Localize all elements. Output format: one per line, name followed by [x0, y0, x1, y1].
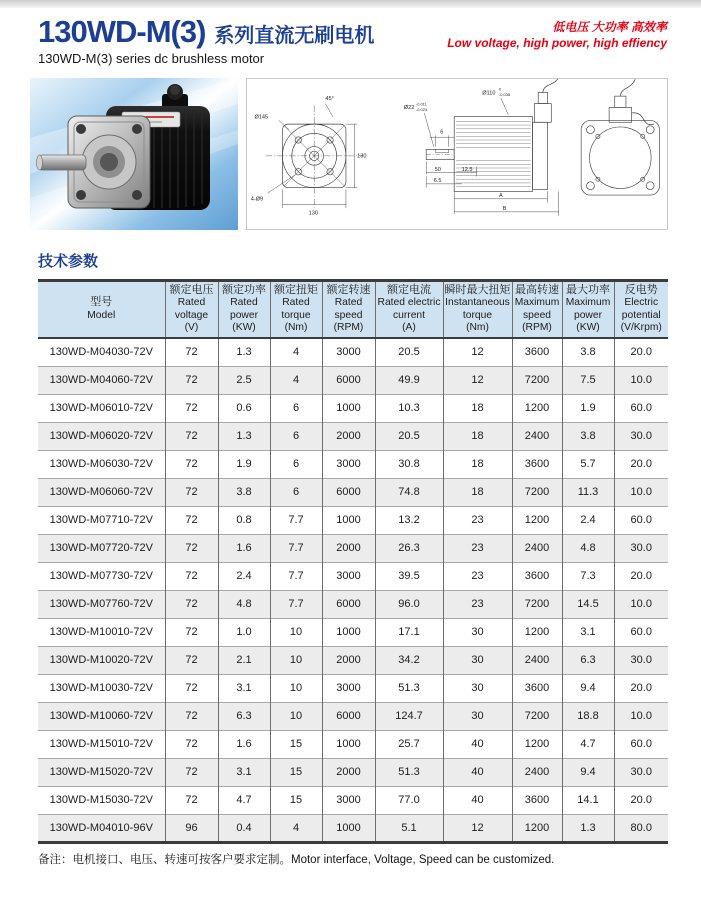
header: [0, 8, 701, 66]
dimension-drawing-svg: [247, 79, 667, 229]
value-cell: 5.7: [562, 450, 614, 478]
motor-photo: [30, 78, 238, 230]
value-cell: 18: [443, 422, 512, 450]
table-row: [38, 562, 668, 590]
value-cell: 3000: [322, 674, 375, 702]
value-cell: 2400: [512, 758, 562, 786]
value-cell: 1.3: [562, 814, 614, 842]
model-cell: 130WD-M04030-72V: [49, 346, 153, 359]
dim-front-holes: 4-Ø9: [250, 196, 264, 203]
value-cell: 30.8: [375, 450, 443, 478]
table-row: [38, 506, 668, 534]
value-cell: 4.8: [218, 590, 270, 618]
dim-spigot-diameter: Ø110: [482, 89, 496, 96]
value-cell: 4.7: [562, 730, 614, 758]
table-row: [38, 646, 668, 674]
value-cell: 3.1: [562, 618, 614, 646]
value-cell: 49.9: [375, 366, 443, 394]
dim-front-angle: 45°: [325, 95, 334, 102]
value-cell: 7200: [512, 590, 562, 618]
value-cell: 23: [443, 562, 512, 590]
value-cell: 6000: [322, 478, 375, 506]
value-cell: 4.7: [218, 786, 270, 814]
header-row: [38, 280, 668, 338]
value-cell: 40: [443, 786, 512, 814]
model-cell: 130WD-M07720-72V: [38, 534, 165, 562]
value-cell: 1200: [512, 618, 562, 646]
column-header: 额定转速 Rated speed (RPM): [322, 280, 375, 338]
dim-spigot-tol-upper: 0: [499, 86, 502, 92]
model-cell: 130WD-M04060-72V: [38, 366, 165, 394]
value-cell: 20.0: [614, 450, 668, 478]
dim-shaft-tol-upper: -0.011: [415, 101, 427, 107]
value-cell: 40: [443, 758, 512, 786]
dim-length-b: B: [502, 205, 507, 212]
page-title-cn: 系列直流无刷电机: [214, 25, 375, 47]
value-cell: 77.0: [375, 786, 443, 814]
value-cell: 7200: [512, 366, 562, 394]
value-cell: 72: [165, 758, 218, 786]
value-cell: 13.2: [375, 506, 443, 534]
value-cell: 1000: [322, 730, 375, 758]
dim-shaft-length: 50: [434, 166, 441, 173]
value-cell: 72: [165, 422, 218, 450]
table-row: [38, 422, 668, 450]
value-cell: 72: [165, 730, 218, 758]
column-header: 最高转速 Maximum speed (RPM): [512, 280, 562, 338]
value-cell: 23: [443, 590, 512, 618]
value-cell: 72: [165, 506, 218, 534]
value-cell: 2400: [512, 534, 562, 562]
value-cell: 1200: [512, 730, 562, 758]
value-cell: 10.0: [614, 702, 668, 730]
value-cell: 26.3: [375, 534, 443, 562]
value-cell: 2.5: [218, 366, 270, 394]
value-cell: 6.3: [218, 702, 270, 730]
title-line: [38, 16, 374, 49]
value-cell: 3000: [322, 338, 375, 366]
value-cell: 7.7: [270, 590, 322, 618]
value-cell: 72: [165, 702, 218, 730]
value-cell: 30.0: [614, 758, 668, 786]
value-cell: 6000: [322, 702, 375, 730]
value-cell: 7.7: [270, 534, 322, 562]
page-top-edge: [0, 0, 701, 8]
value-cell: 1.0: [218, 618, 270, 646]
value-cell: 72: [165, 534, 218, 562]
table-row: [38, 534, 668, 562]
value-cell: 1.3: [218, 338, 270, 366]
value-cell: 1.9: [562, 394, 614, 422]
value-cell: 30: [443, 702, 512, 730]
value-cell: 72: [165, 646, 218, 674]
value-cell: 60.0: [614, 730, 668, 758]
value-cell: 20.5: [375, 338, 443, 366]
model-cell: 130WD-M10060-72V: [38, 702, 165, 730]
column-header: 额定功率 Rated power (KW): [218, 280, 270, 338]
model-cell: 130WD-M06020-72V: [38, 422, 165, 450]
value-cell: 2.1: [218, 646, 270, 674]
value-cell: 30.0: [614, 646, 668, 674]
value-cell: 20.5: [375, 422, 443, 450]
value-cell: 1.6: [218, 534, 270, 562]
value-cell: 1000: [322, 814, 375, 842]
value-cell: 1.6: [218, 730, 270, 758]
value-cell: 1.9: [218, 450, 270, 478]
column-header: 瞬时最大扭矩 Instantaneous torque (Nm): [443, 280, 512, 338]
dim-shaft-tol-lower: -0.023: [415, 106, 428, 112]
value-cell: 60.0: [614, 506, 668, 534]
value-cell: 10.0: [614, 590, 668, 618]
value-cell: 40: [443, 730, 512, 758]
model-cell: 130WD-M07760-72V: [38, 590, 165, 618]
value-cell: 4: [270, 366, 322, 394]
dim-spigot-tol-lower: -0.035: [499, 91, 511, 97]
model-cell: 130WD-M15020-72V: [38, 758, 165, 786]
value-cell: 72: [165, 394, 218, 422]
value-cell: 10.0: [614, 366, 668, 394]
value-cell: 10.0: [614, 478, 668, 506]
tagline: [447, 16, 667, 51]
value-cell: 4: [270, 338, 322, 366]
value-cell: 15: [270, 786, 322, 814]
table-row: [38, 814, 668, 842]
value-cell: 0.4: [218, 814, 270, 842]
value-cell: 30: [443, 674, 512, 702]
value-cell: 3600: [512, 338, 562, 366]
media-row: [30, 78, 668, 230]
value-cell: 20.0: [614, 338, 668, 366]
table-row: [38, 394, 668, 422]
value-cell: 72: [165, 366, 218, 394]
spec-table: [38, 279, 668, 844]
table-row: [38, 338, 668, 366]
column-header: 最大功率 Maximum power (KW): [562, 280, 614, 338]
value-cell: 72: [165, 338, 218, 366]
column-header: 额定电压 Rated voltage (V): [165, 280, 218, 338]
value-cell: 15: [270, 758, 322, 786]
value-cell: 1200: [512, 394, 562, 422]
value-cell: 17.1: [375, 618, 443, 646]
column-header: 额定电流 Rated electric current (A): [375, 280, 443, 338]
value-cell: 0.8: [218, 506, 270, 534]
value-cell: 3600: [512, 674, 562, 702]
value-cell: 12: [443, 338, 512, 366]
value-cell: 18: [443, 394, 512, 422]
value-cell: 7.5: [562, 366, 614, 394]
model-cell: 130WD-M15030-72V: [38, 786, 165, 814]
value-cell: 3000: [322, 562, 375, 590]
value-cell: 6.3: [562, 646, 614, 674]
model-cell: 130WD-M10010-72V: [38, 618, 165, 646]
value-cell: 2000: [322, 758, 375, 786]
value-cell: 72: [165, 618, 218, 646]
value-cell: 72: [165, 674, 218, 702]
dim-front-width: 130: [308, 210, 318, 217]
value-cell: 1200: [512, 506, 562, 534]
value-cell: 11.3: [562, 478, 614, 506]
value-cell: 2400: [512, 422, 562, 450]
value-cell: 1000: [322, 506, 375, 534]
value-cell: 3000: [322, 450, 375, 478]
value-cell: 20.0: [614, 786, 668, 814]
dim-front-diameter: Ø145: [254, 114, 269, 121]
value-cell: 1000: [322, 618, 375, 646]
value-cell: 6: [270, 478, 322, 506]
value-cell: 124.7: [375, 702, 443, 730]
value-cell: 7200: [512, 702, 562, 730]
dim-front-height: 130: [357, 153, 367, 160]
page-title-model: 130WD-M(3): [38, 14, 206, 49]
value-cell: 18.8: [562, 702, 614, 730]
value-cell: 25.7: [375, 730, 443, 758]
column-header: 型号 Model: [38, 280, 165, 338]
table-row: [38, 758, 668, 786]
tagline-cn: 低电压 大功率 高效率: [552, 20, 667, 34]
value-cell: 30.0: [614, 422, 668, 450]
column-header: 反电势 Electric potential (V/Krpm): [614, 280, 668, 338]
value-cell: 3600: [512, 786, 562, 814]
value-cell: 80.0: [614, 814, 668, 842]
tagline-en: Low voltage, high power, high effiency: [447, 36, 667, 51]
value-cell: 9.4: [562, 674, 614, 702]
value-cell: 60.0: [614, 394, 668, 422]
value-cell: 72: [165, 786, 218, 814]
value-cell: 60.0: [614, 618, 668, 646]
value-cell: 12: [443, 814, 512, 842]
model-cell: 130WD-M07730-72V: [38, 562, 165, 590]
model-cell: 130WD-M06030-72V: [38, 450, 165, 478]
value-cell: 6: [270, 422, 322, 450]
model-cell: 130WD-M06060-72V: [38, 478, 165, 506]
value-cell: 72: [165, 590, 218, 618]
value-cell: 74.8: [375, 478, 443, 506]
front-view: [251, 95, 367, 216]
dim-key-width: 6: [440, 129, 444, 136]
dimension-drawing: [246, 78, 668, 230]
table-row: [38, 478, 668, 506]
value-cell: 6000: [322, 366, 375, 394]
dim-length-a: A: [499, 192, 503, 199]
page-subtitle: 130WD-M(3) series dc brushless motor: [38, 50, 265, 66]
dim-flange-thickness: 6.5: [433, 177, 442, 184]
dim-shaft-diameter: Ø22: [403, 104, 415, 111]
value-cell: 2000: [322, 646, 375, 674]
value-cell: 39.5: [375, 562, 443, 590]
value-cell: 96: [165, 814, 218, 842]
value-cell: 10: [270, 702, 322, 730]
table-row: [38, 702, 668, 730]
value-cell: 20.0: [614, 562, 668, 590]
value-cell: 3000: [322, 786, 375, 814]
value-cell: 7.7: [270, 506, 322, 534]
value-cell: 3.1: [218, 758, 270, 786]
value-cell: 14.1: [562, 786, 614, 814]
table-row: [38, 450, 668, 478]
value-cell: 34.2: [375, 646, 443, 674]
table-row: [38, 674, 668, 702]
value-cell: 1200: [512, 814, 562, 842]
model-cell: 130WD-M06010-72V: [38, 394, 165, 422]
value-cell: 3600: [512, 450, 562, 478]
value-cell: 4.8: [562, 534, 614, 562]
value-cell: 72: [165, 478, 218, 506]
value-cell: 3.8: [218, 478, 270, 506]
value-cell: 3.8: [562, 422, 614, 450]
value-cell: 4: [270, 814, 322, 842]
value-cell: 30.0: [614, 534, 668, 562]
value-cell: 2.4: [218, 562, 270, 590]
value-cell: 18: [443, 478, 512, 506]
value-cell: 5.1: [375, 814, 443, 842]
value-cell: 72: [165, 450, 218, 478]
value-cell: 7.7: [270, 562, 322, 590]
value-cell: 10.3: [375, 394, 443, 422]
value-cell: 0.6: [218, 394, 270, 422]
spec-table-head: [38, 280, 668, 338]
value-cell: 3.1: [218, 674, 270, 702]
value-cell: 3600: [512, 562, 562, 590]
model-cell: 130WD-M07710-72V: [38, 506, 165, 534]
value-cell: 20.0: [614, 674, 668, 702]
value-cell: 23: [443, 534, 512, 562]
motor-photo-illustration: [30, 78, 238, 230]
value-cell: 2.4: [562, 506, 614, 534]
value-cell: 2400: [512, 646, 562, 674]
table-row: [38, 786, 668, 814]
model-cell: 130WD-M04010-96V: [38, 814, 165, 842]
value-cell: 6000: [322, 590, 375, 618]
side-view: [404, 79, 559, 216]
dim-step: 12.5: [461, 166, 473, 173]
value-cell: 14.5: [562, 590, 614, 618]
value-cell: 7200: [512, 478, 562, 506]
value-cell: 7.3: [562, 562, 614, 590]
value-cell: 96.0: [375, 590, 443, 618]
value-cell: 9.4: [562, 758, 614, 786]
value-cell: 3.8: [562, 338, 614, 366]
model-cell: 130WD-M10030-72V: [38, 674, 165, 702]
value-cell: 51.3: [375, 758, 443, 786]
value-cell: 30: [443, 618, 512, 646]
table-row: [38, 590, 668, 618]
value-cell: 2000: [322, 534, 375, 562]
title-block: [38, 16, 374, 66]
value-cell: 1.3: [218, 422, 270, 450]
value-cell: 1000: [322, 394, 375, 422]
value-cell: 6: [270, 394, 322, 422]
value-cell: 23: [443, 506, 512, 534]
value-cell: 51.3: [375, 674, 443, 702]
value-cell: 2000: [322, 422, 375, 450]
value-cell: 12: [443, 366, 512, 394]
value-cell: 18: [443, 450, 512, 478]
value-cell: 10: [270, 674, 322, 702]
column-header: 额定扭矩 Rated torque (Nm): [270, 280, 322, 338]
rear-view: [581, 79, 659, 195]
value-cell: 10: [270, 618, 322, 646]
footnote: 备注：电机接口、电压、转速可按客户要求定制。Motor interface, Voltage, Speed can be customized.: [38, 853, 555, 866]
table-row: [38, 366, 668, 394]
model-cell: 130WD-M15010-72V: [38, 730, 165, 758]
model-cell: 130WD-M10020-72V: [38, 646, 165, 674]
value-cell: 30: [443, 646, 512, 674]
value-cell: 10: [270, 646, 322, 674]
section-heading: 技术参数: [38, 252, 99, 270]
value-cell: 15: [270, 730, 322, 758]
value-cell: 6: [270, 450, 322, 478]
table-row: [38, 618, 668, 646]
spec-table-body: [38, 338, 668, 842]
table-row: [38, 730, 668, 758]
value-cell: 72: [165, 562, 218, 590]
